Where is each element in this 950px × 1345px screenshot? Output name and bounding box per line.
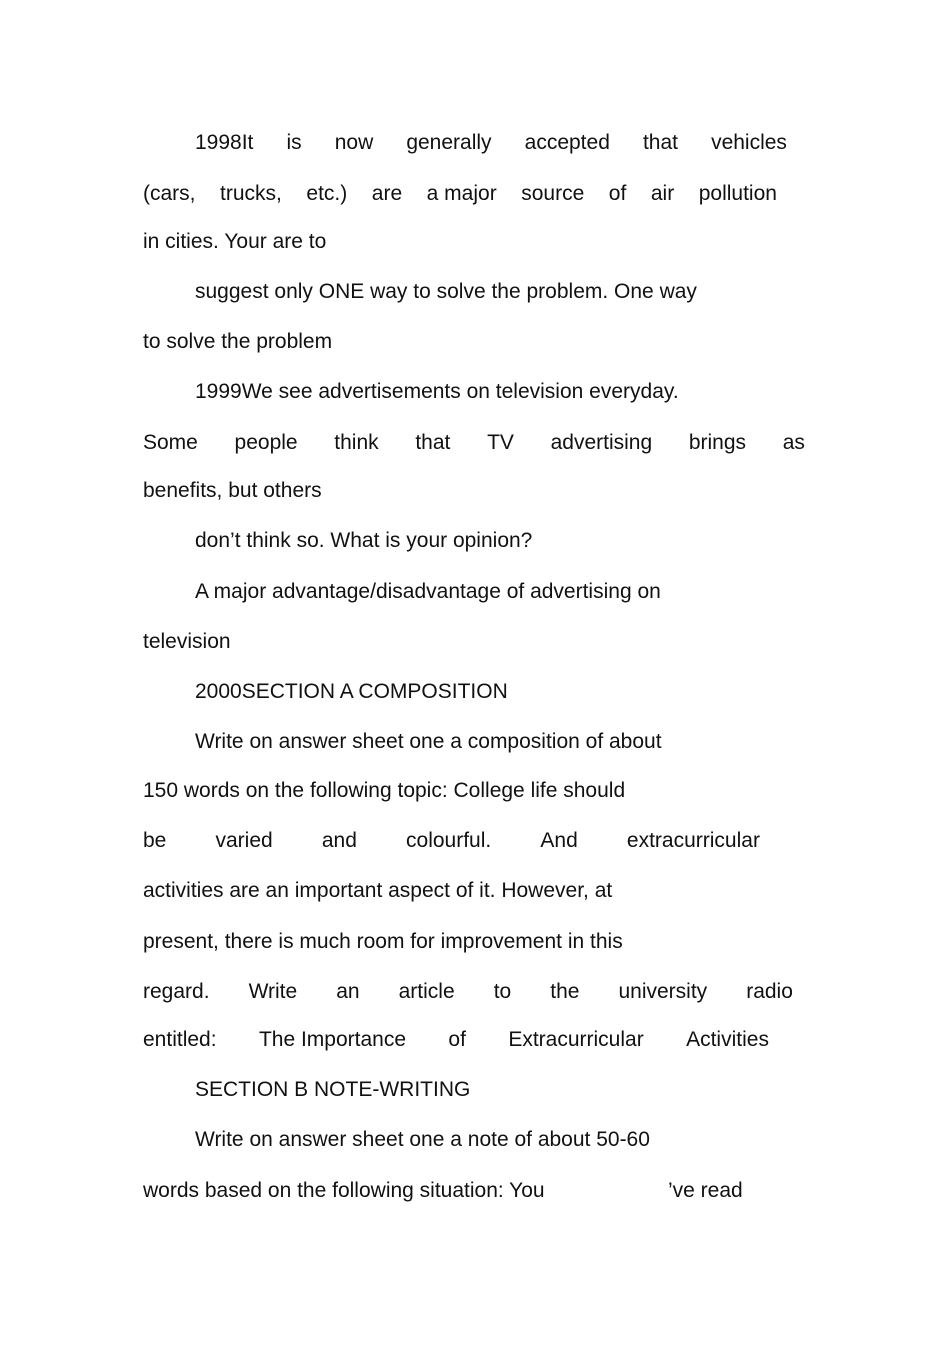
p7-line4: activities are an important aspect of it. However, at: [143, 879, 613, 902]
p9-line2-end: ’ve read: [668, 1179, 743, 1202]
p7-line7: [143, 1027, 769, 1053]
word: advertising: [550, 431, 653, 454]
word: now: [334, 131, 374, 154]
p5-line2: television: [143, 630, 231, 653]
word: an: [336, 980, 360, 1003]
word: of: [448, 1028, 466, 1051]
word: And: [540, 829, 578, 852]
word: Activities: [686, 1028, 769, 1051]
p7-line2: 150 words on the following topic: College life should: [143, 779, 626, 802]
word: Some: [143, 431, 198, 454]
word: entitled:: [143, 1028, 217, 1051]
word: the: [550, 980, 580, 1003]
p6-line1: 2000SECTION A COMPOSITION: [195, 680, 508, 703]
word: colourful.: [406, 829, 492, 852]
word: air: [650, 182, 675, 205]
p1-line2: [143, 181, 777, 207]
word: of: [608, 182, 627, 205]
word: trucks,: [220, 182, 282, 205]
p7-line6: [143, 979, 793, 1005]
word: varied: [215, 829, 273, 852]
p9-line1: Write on answer sheet one a note of about 50-60: [195, 1128, 650, 1151]
p3-line2: [143, 430, 805, 456]
word: be: [143, 829, 167, 852]
word: are: [371, 182, 403, 205]
word: (cars,: [143, 182, 196, 205]
word: people: [234, 431, 298, 454]
word: and: [321, 829, 357, 852]
p7-line5: present, there is much room for improvement in this: [143, 930, 623, 953]
word: The Importance: [258, 1028, 407, 1051]
p8-line1: SECTION B NOTE-WRITING: [195, 1078, 471, 1101]
p7-line3: [143, 828, 760, 854]
word: regard.: [143, 980, 210, 1003]
p4-line1: don’t think so. What is your opinion?: [195, 529, 533, 552]
p7-line1: Write on answer sheet one a composition of about: [195, 730, 662, 753]
word: brings: [688, 431, 747, 454]
word: is: [286, 131, 302, 154]
word: accepted: [524, 131, 610, 154]
p1-line1: [195, 130, 787, 156]
word: 1998It: [195, 131, 254, 154]
p1-line3: in cities. Your are to: [143, 230, 327, 253]
word: to: [493, 980, 512, 1003]
word: think: [334, 431, 379, 454]
word: source: [521, 182, 585, 205]
word: vehicles: [711, 131, 787, 154]
word: Extracurricular: [508, 1028, 644, 1051]
word: pollution: [698, 182, 777, 205]
word: a major: [426, 182, 497, 205]
word: TV: [487, 431, 514, 454]
word: article: [398, 980, 455, 1003]
word: Write: [248, 980, 298, 1003]
word: etc.): [306, 182, 348, 205]
word: extracurricular: [626, 829, 760, 852]
p5-line1: A major advantage/disadvantage of advertising on: [195, 580, 661, 603]
word: that: [415, 431, 451, 454]
p2-line1: suggest only ONE way to solve the problem. One way: [195, 280, 697, 303]
word: as: [782, 431, 805, 454]
p3-line1: 1999We see advertisements on television everyday.: [195, 380, 679, 403]
p9-line2-start: words based on the following situation: You: [143, 1179, 545, 1202]
p2-line2: to solve the problem: [143, 330, 333, 353]
word: radio: [746, 980, 793, 1003]
p3-line3: benefits, but others: [143, 479, 322, 502]
word: university: [618, 980, 708, 1003]
word: that: [642, 131, 678, 154]
word: generally: [406, 131, 492, 154]
